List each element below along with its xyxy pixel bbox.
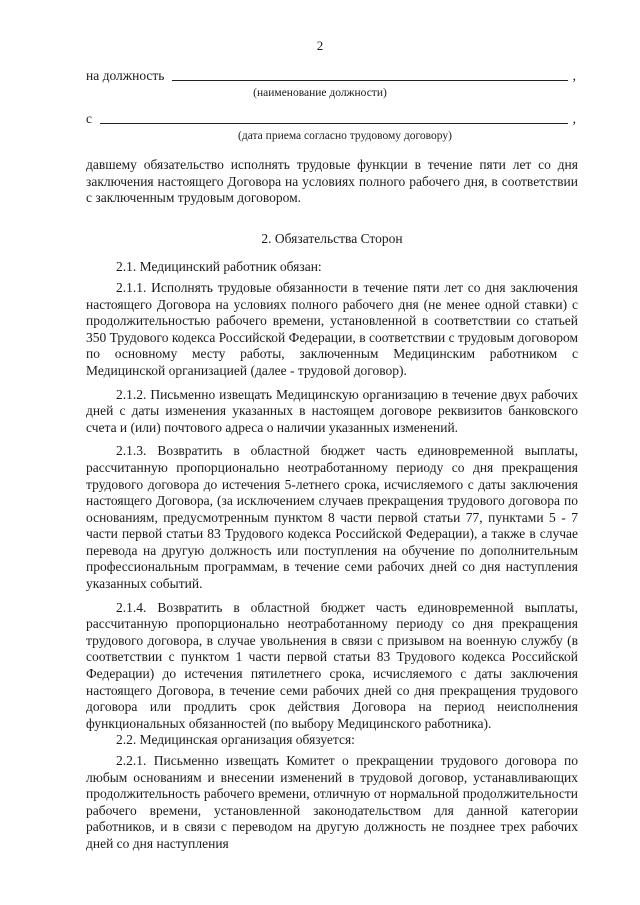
date-field-caption: (дата приема согласно трудовому договору): [238, 130, 452, 142]
position-field-caption: (наименование должности): [253, 87, 387, 99]
section-heading: 2. Обязательства Сторон: [261, 230, 403, 246]
clause-2-1-2: 2.1.2. Письменно извещать Медицинскую организацию в течение двух рабочих дней с даты изменения указанных в настоящем договоре реквизитов банковского счета и (или) почтового адреса о наличии указанных изменений.: [86, 386, 578, 435]
clause-2-1-3: 2.1.3. Возвратить в областной бюджет часть единовременной выплаты, рассчитанную пропорционально неотработанному периоду со дня прекращения трудового договора до истечения 5-летнего срока, исчисляемого с даты заключения настоящего Договора, (за исключением случаев прекращения трудового договора по основаниям, предусмотренным пунктом 8 части первой статьи 77, пунктами 5 - 7 части первой статьи 83 Трудового кодекса Российской Федерации), а также в случае перевода на другую должность или поступления на обучение по дополнительным профессиональным программам, в течение семи рабочих дней со дня наступления указанных событий.: [86, 443, 578, 592]
intro-paragraph: давшему обязательство исполнять трудовые функции в течение пяти лет со дня заключения настоящего Договора на условиях полного рабочего дня, в соответствии с заключенным трудовым договором.: [86, 157, 578, 206]
clause-2-1-4: 2.1.4. Возвратить в областной бюджет часть единовременной выплаты, рассчитанную пропорционально неотработанному периоду со дня прекращения трудового договора, в случае увольнения в связи с призывом на военную службу (в соответствии с пунктом 1 части первой статьи 83 Трудового кодекса Российской Федерации) до истечения пятилетнего срока, исчисляемого с даты заключения настоящего Договора, в течение семи рабочих дней со дня прекращения трудового договора или продлить срок действия Договора на период неисполнения функциональных обязанностей (по выбору Медицинского работника).: [86, 599, 578, 731]
document-body: [86, 157, 578, 853]
date-field-comma: ,: [572, 111, 576, 126]
position-field-label: на должность: [86, 68, 165, 83]
position-field[interactable]: [86, 68, 578, 84]
section-2-2-heading: 2.2. Медицинская организация обязуется:: [116, 732, 355, 748]
section-2-1-heading: 2.1. Медицинский работник обязан:: [116, 259, 322, 275]
clause-2-1-1: 2.1.1. Исполнять трудовые обязанности в течение пяти лет со дня заключения настоящего Договора на условиях полного рабочего дня (не менее одной ставки) с продолжительностью рабочего времени, установленной в соответствии со статьей 350 Трудового кодекса Российской Федерации, в соответствии с трудовым договором по основному месту работы, заключенным Медицинским работником с Медицинской организацией (далее - трудовой договор).: [86, 279, 578, 378]
date-field-line: [100, 123, 568, 124]
date-field[interactable]: [86, 111, 578, 127]
position-field-comma: ,: [572, 68, 576, 83]
clause-2-2-1: 2.2.1. Письменно извещать Комитет о прекращении трудового договора по любым основаниям и внесении изменений в трудовой договор, устанавливающих продолжительность рабочего времени, отличную от нормальной продолжительности рабочего времени, установленной законодательством для данной категории работников, и в связи с переводом на другую должность не позднее трех рабочих дней со дня наступления: [86, 753, 578, 851]
page-number: 2: [316, 38, 324, 53]
position-field-line: [172, 80, 568, 81]
date-field-label: с: [86, 111, 92, 126]
